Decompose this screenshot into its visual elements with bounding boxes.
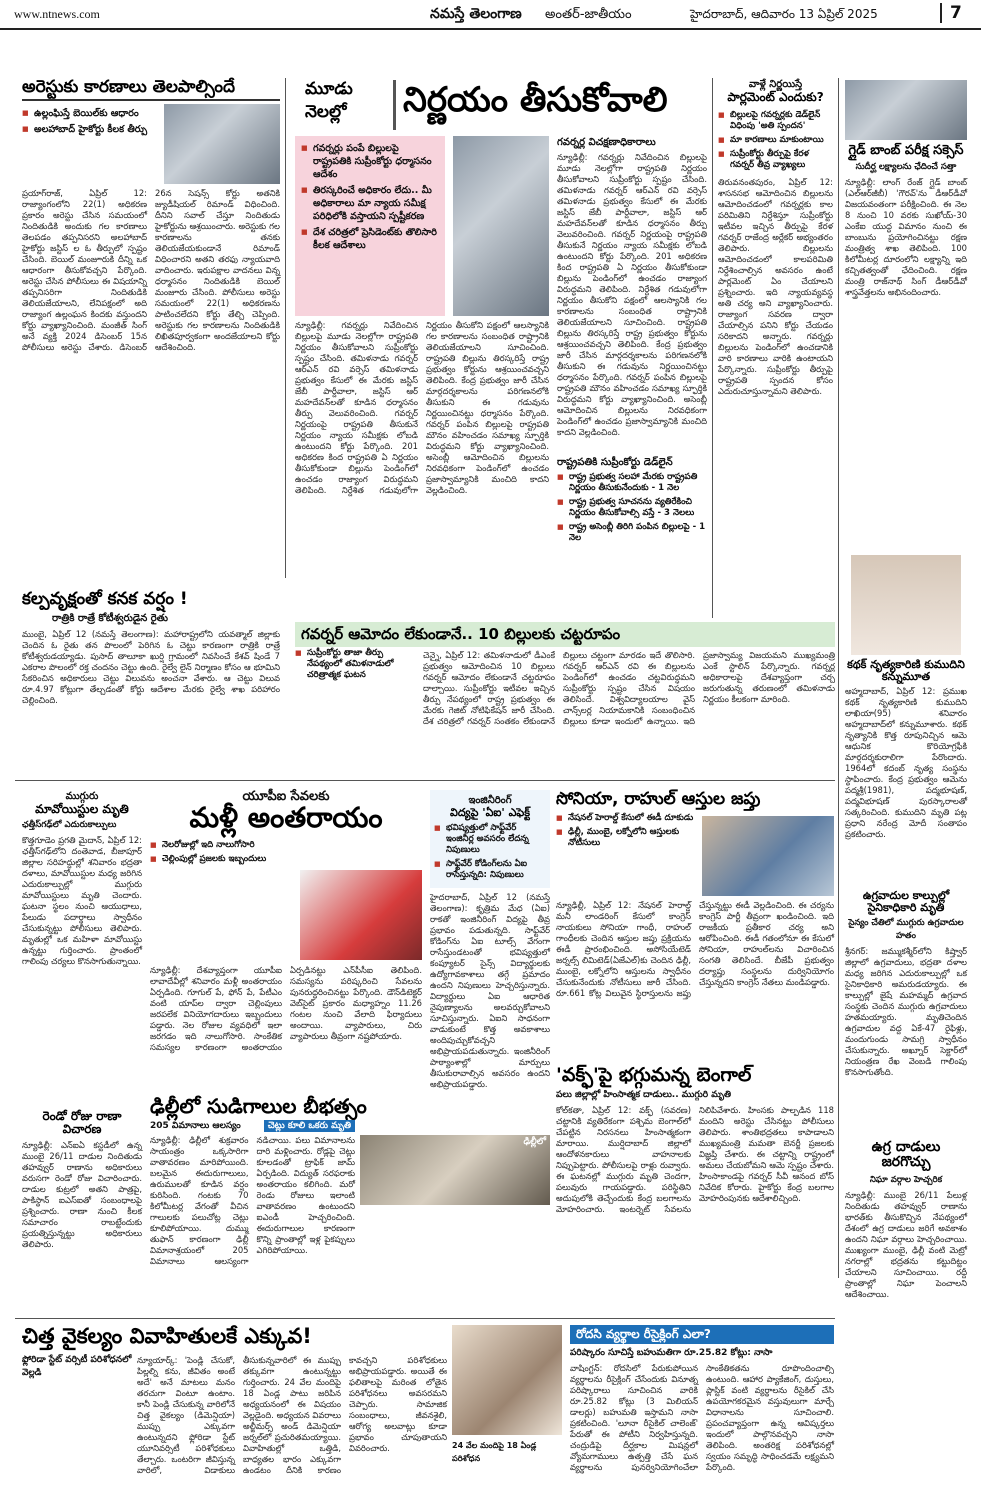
- maoists-kicker: ముగ్గురు: [65, 791, 99, 802]
- rana-headline: రెండో రోజు రాణా విచారణ: [42, 1109, 122, 1137]
- mental-headline: చిత్త వైకల్యం వివాహితులకే ఎక్కువ!: [22, 1324, 312, 1348]
- terror-subhead: నిఘా వర్గాల హెచ్చరిక: [869, 1174, 943, 1185]
- sc-bullet: ■ తిరస్కరించే అధికారం లేదు.. మీ అధికారాలు మా న్యాయ సమీక్ష పరిధిలోకి వస్తాయని స్పష్టీకరణ: [301, 184, 439, 223]
- governor-body: చెన్నై, ఏప్రిల్ 12: తమిళనాడులో డీఎంకే ప్రభుత్వం ఆమోదించిన 10 బిల్లులు గవర్నర్ ఆమోదం లేకుండానే చట్టరూపం దాల్చాయి. సుప్రీంకోర్టు ఇటీవల ఇచ్చిన తీర్పు నేపథ్యంలో రాష్ట్ర ప్రభుత్వం ఈ మేరకు గెజిట్ నోటిఫికేషన్ జారీ చేసింది. దేశ చరిత్రలో గవర్నర్ సంతకం లేకుండానే బిల్లులు చట్టంగా మారడం ఇదే తొలిసారి. గవర్నర్ ఆర్‌ఎన్ రవి ఈ బిల్లులను పెండింగ్‌లో ఉంచడం చట్టవిరుద్ధమని సుప్రీంకోర్టు స్పష్టం చేసిన విషయం తెలిసిందే. విశ్వవిద్యాలయాల వైస్ చాన్స్‌లర్ల నియామకానికి సంబంధించిన బిల్లులు కూడా ఇందులో ఉన్నాయి. ఇది ప్రజాస్వామ్య విజయమని ముఖ్యమంత్రి ఎంకే స్టాలిన్ పేర్కొన్నారు. గవర్నర్ల అధికారాలపై దేశవ్యాప్తంగా చర్చ జరుగుతున్న తరుణంలో తమిళనాడు నిర్ణయం కీలకంగా మారింది.: [423, 650, 835, 726]
- sc-decision-item: ■ రాష్ట్ర అసెంబ్లీ తిరిగి పంపిన బిల్లులపై - 1 నెల: [557, 522, 707, 544]
- upi-body: న్యూఢిల్లీ: దేశవ్యాప్తంగా యూపీఐ లావాదేవీల్లో శనివారం మళ్లీ అంతరాయం ఏర్పడింది. గూగుల్ పే, ఫోన్ పే, పేటీఎం వంటి యాప్‌ల ద్వారా చెల్లింపులు జరపలేక వినియోగదారులు ఇబ్బందులు పడ్డారు. నెల రోజుల వ్యవధిలో ఇలా జరగడం ఇది నాలుగోసారి. సాంకేతిక సమస్యల కారణంగా అంతరాయం ఏర్పడినట్టు ఎన్‌పీసీఐ తెలిపింది. సమస్యను పరిష్కరించి సేవలను పునరుద్ధరించినట్టు పేర్కొంది. డౌన్‌డిటెక్టర్ వెబ్‌సైట్ ప్రకారం మధ్యాహ్నం 11.26 గంటల నుంచి వేలాది ఫిర్యాదులు అందాయి. వ్యాపారులు, చిరు వ్యాపారులు తీవ్రంగా నష్టపోయారు.: [150, 965, 422, 1052]
- sc-bullet: ■ దేశ చరిత్రలో ప్రెసిడెంట్‌కు తొలిసారి కీలక ఆదేశాలు: [301, 226, 439, 252]
- upi-headline: మళ్లీ అంతరాయం: [189, 801, 383, 834]
- engineering-bullet: ■ సాఫ్ట్‌వేర్ కోడింగ్‌లను ఏఐ రాసేస్తున్నది: నిపుణులు: [434, 859, 546, 881]
- engineering-bullet: ■ భవిష్యత్తులో సాఫ్ట్‌వేర్ ఇంజినీర్ల అవసరం లేదన్న నిపుణులు: [434, 823, 546, 856]
- sonia-bullet: ■ నేషనల్ హెరాల్డ్ కేసులో ఈడీ దూకుడు: [556, 813, 696, 824]
- sc-body: న్యూఢిల్లీ: గవర్నర్లు నివేదించిన బిల్లులపై మూడు నెలల్లోగా రాష్ట్రపతి నిర్ణయం తీసుకోవాలని సుప్రీంకోర్టు స్పష్టం చేసింది. తమిళనాడు గవర్నర్ ఆర్‌ఎన్ రవి వర్సెస్ తమిళనాడు ప్రభుత్వం కేసులో ఈ మేరకు జస్టిస్ జేబీ పార్దీవాలా, జస్టిస్ ఆర్ మహదేవన్‌లతో కూడిన ధర్మాసనం తీర్పు వెలువరించింది. గవర్నర్ నిర్ణయంపై రాష్ట్రపతి తీసుకునే నిర్ణయం న్యాయ సమీక్షకు లోబడి ఉంటుందని కోర్టు పేర్కొంది. 201 అధికరణ కింద రాష్ట్రపతి ఏ నిర్ణయం తీసుకోకుండా బిల్లును పెండింగ్‌లో ఉంచడం రాజ్యాంగ విరుద్ధమని తెలిపింది. నిర్దేశిత గడువులోగా నిర్ణయం తీసుకోని పక్షంలో ఆలస్యానికి గల కారణాలను సంబంధిత రాష్ట్రానికి తెలియజేయాలని సూచించింది. రాష్ట్రపతి బిల్లును తిరస్కరిస్తే రాష్ట్ర ప్రభుత్వం కోర్టును ఆశ్రయించవచ్చని తెలిపింది. కేంద్ర ప్రభుత్వం జారీ చేసిన మార్గదర్శకాలను పరిగణనలోకి తీసుకుని ఈ గడువును నిర్ణయించినట్టు ధర్మాసనం పేర్కొంది. గవర్నర్ పంపిన బిల్లులపై రాష్ట్రపతి మౌనం వహించడం సమాఖ్య స్ఫూర్తికి విరుద్ధమని కోర్టు వ్యాఖ్యానించింది. అసెంబ్లీ ఆమోదించిన బిల్లులను నిరవధికంగా పెండింగ్‌లో ఉంచడం ప్రజాస్వామ్యానికి మంచిది కాదని వెల్లడించింది.: [295, 320, 549, 495]
- terror-body: న్యూఢిల్లీ: ముంబై 26/11 పేలుళ్ల నిందితుడు తహవ్వుర్ రాణాను భారత్‌కు తీసుకొచ్చిన నేపథ్యంలో దేశంలో ఉగ్ర దాడులు జరిగే అవకాశం ఉందని నిఘా వర్గాలు హెచ్చరించాయి. ముఖ్యంగా ముంబై, ఢిల్లీ వంటి మెట్రో నగరాల్లో భద్రతను కట్టుదిట్టం చేయాలని సూచించాయి. రద్దీ ప్రాంతాల్లో నిఘా పెంచాలని ఆదేశించాయి.: [845, 1189, 967, 1299]
- delhi-storm-photo: [360, 1135, 550, 1205]
- engineering-header: [430, 790, 550, 888]
- sc-kicker: [305, 80, 395, 135]
- sc-inline-subhead: గవర్నర్ల విచక్షణాధికారాలు: [557, 137, 656, 148]
- kumudini-body: అహ్మదాబాద్, ఏప్రిల్ 12: ప్రముఖ కథక్ నృత్యకారిణి కుముదిని లాఖియా(95) శనివారం అహ్మదాబాద్‌లో కన్నుమూశారు. కథక్ నృత్యానికి కొత్త రూపునిచ్చిన ఆమె ఆధునిక కొరియోగ్రఫీకి మార్గదర్శకురాలిగా పేరొందారు. 1964లో కదంబ్ నృత్య సంస్థను స్థాపించారు. కేంద్ర ప్రభుత్వం ఆమెను పద్మశ్రీ(1981), పద్మభూషణ్, పద్మవిభూషణ్ పురస్కారాలతో సత్కరించింది. కుముదిని మృతి పట్ల ప్రధాని నరేంద్ర మోదీ సంతాపం ప్రకటించారు.: [845, 686, 967, 840]
- kalpavruksham-headline: కల్పవృక్షంతో కనక వర్షం !: [22, 589, 188, 609]
- maoists-subhead: ఛత్తీస్‌గఢ్‌లో ఎదురుకాల్పులు: [22, 820, 117, 831]
- mental-subhead: ఫ్లోరిడా స్టేట్ వర్సిటీ పరిశోధనలో వెల్లడి: [22, 1355, 132, 1379]
- terror-headline: ఉగ్ర దాడులు జరగొచ్చు: [871, 1139, 941, 1171]
- sonia-article: [556, 790, 834, 1060]
- mental-article: [22, 1325, 562, 1495]
- roads-subhead: పరిష్కారం సూచిస్తే బహుమతిగా రూ.25.82 కోట్లు: నాసా: [570, 1348, 773, 1359]
- mental-body: న్యూయార్క్: 'పెండ్లి చేసుకో, పిల్లల్ని కను, జీవితం అంటే అదే' అనే మాటలు మనం తరచుగా వింటూ ఉంటాం. కానీ పెండ్లి చేసుకున్న వారిలోనే చిత్త వైకల్యం (డిమెన్షియా) ముప్పు ఎక్కువగా ఉంటున్నదని ఫ్లోరిడా స్టేట్ యూనివర్సిటీ పరిశోధకులు తేల్చారు. ఒంటరిగా జీవిస్తున్న వారిలో, విడాకులు తీసుకున్నవారిలో ఈ ముప్పు తక్కువగా ఉంటున్నట్టు గుర్తించారు. 24 వేల మందిపై 18 ఏండ్ల పాటు జరిపిన అధ్యయనంలో ఈ విషయం వెల్లడైంది. అధ్యయన వివరాలు అల్జీమర్స్ అండ్ డిమెన్షియా జర్నల్‌లో ప్రచురితమయ్యాయి. వివాహితుల్లో ఒత్తిడి, బాధ్యతల భారం ఎక్కువగా ఉండటం దీనికి కారణం కావచ్చని పరిశోధకులు అభిప్రాయపడ్డారు. అయితే ఈ ఫలితాలపై మరింత లోతైన పరిశోధనలు అవసరమని చెప్పారు. సామాజిక సంబంధాలు, జీవనశైలి, ఆరోగ్య అలవాట్లు కూడా ప్రభావం చూపుతాయని వివరించారు.: [137, 1355, 447, 1475]
- engineering-headline: విద్యపై 'ఏఐ' ఎఫెక్ట్: [450, 806, 530, 819]
- mental-photo-caption: 24 వేల మందిపై 18 ఏండ్ల పరిశోధన: [452, 1441, 537, 1463]
- bomb-headline: గ్లైడ్ బాంబ్ పరీక్ష సక్సెస్: [848, 143, 964, 158]
- kalpavruksham-article: [22, 590, 280, 730]
- upi-bullet: ■ చెల్లింపుల్లో ప్రజలకు ఇబ్బందులు: [150, 854, 300, 865]
- masthead: [0, 0, 981, 30]
- sc-decision-subhead: రాష్ట్రపతికి సుప్రీంకోర్టు డెడ్‌లైన్: [557, 457, 673, 468]
- kashmir-article: [845, 890, 967, 1110]
- governor-bullet: ■ సుప్రీంకోర్టు తాజా తీర్పు నేపథ్యంలో తమిళనాడులో చరిత్రాత్మక ఘటన: [295, 648, 415, 681]
- bomb-subhead: సుదీర్ఘ లక్ష్యాలను ఛేదించే సత్తా: [855, 162, 957, 173]
- parliament-headline: పార్లమెంట్ ఎందుకు?: [727, 90, 824, 104]
- roads-article: [570, 1325, 834, 1495]
- sc-highlights: [295, 136, 445, 316]
- sonia-rahul-photo: [702, 816, 834, 896]
- parliament-bullet: ■ మా కారణాలు మాకుంటాయి: [718, 135, 833, 146]
- parliament-body: తిరువనంతపురం, ఏప్రిల్ 12: శాసనసభ ఆమోదించిన బిల్లులను ఆమోదించడంలో గవర్నర్లకు కాల పరిమితిని నిర్దేశిస్తూ సుప్రీంకోర్టు ఇటీవల ఇచ్చిన తీర్పుపై కేరళ గవర్నర్ రాజేంద్ర అర్లేకర్ అభ్యంతరం తెలిపారు. బిల్లులను ఆమోదించడంలో కాలపరిమితి నిర్దేశించాల్సిన అవసరం ఉంటే పార్లమెంట్ ఏం చేయాలని ప్రశ్నించారు. ఇది న్యాయవ్యవస్థ అతి చర్య అని వ్యాఖ్యానించారు. రాజ్యాంగ సవరణ ద్వారా చేయాల్సిన పనిని కోర్టు చేయడం సరికాదని అన్నారు. గవర్నర్లు బిల్లులను పెండింగ్‌లో ఉంచడానికి వారి కారణాలు వారికి ఉంటాయని పేర్కొన్నారు. సుప్రీంకోర్టు తీర్పుపై రాష్ట్రపతి స్పందన కోసం ఎదురుచూస్తున్నామని తెలిపారు.: [718, 177, 833, 397]
- sc-body-continued: న్యూఢిల్లీ: గవర్నర్లు నివేదించిన బిల్లులపై మూడు నెలల్లోగా రాష్ట్రపతి నిర్ణయం తీసుకోవాలని సుప్రీంకోర్టు స్పష్టం చేసింది. తమిళనాడు గవర్నర్ ఆర్‌ఎన్ రవి వర్సెస్ తమిళనాడు ప్రభుత్వం కేసులో ఈ మేరకు జస్టిస్ జేబీ పార్దీవాలా, జస్టిస్ ఆర్ మహదేవన్‌లతో కూడిన ధర్మాసనం తీర్పు వెలువరించింది. గవర్నర్ నిర్ణయంపై రాష్ట్రపతి తీసుకునే నిర్ణయం న్యాయ సమీక్షకు లోబడి ఉంటుందని కోర్టు పేర్కొంది. 201 అధికరణ కింద రాష్ట్రపతి ఏ నిర్ణయం తీసుకోకుండా బిల్లును పెండింగ్‌లో ఉంచడం రాజ్యాంగ విరుద్ధమని తెలిపింది. నిర్దేశిత గడువులోగా నిర్ణయం తీసుకోని పక్షంలో ఆలస్యానికి గల కారణాలను సంబంధిత రాష్ట్రానికి తెలియజేయాలని సూచించింది. రాష్ట్రపతి బిల్లును తిరస్కరిస్తే రాష్ట్ర ప్రభుత్వం కోర్టును ఆశ్రయించవచ్చని తెలిపింది. కేంద్ర ప్రభుత్వం జారీ చేసిన మార్గదర్శకాలను పరిగణనలోకి తీసుకుని ఈ గడువును నిర్ణయించినట్టు ధర్మాసనం పేర్కొంది. గవర్నర్ పంపిన బిల్లులపై రాష్ట్రపతి మౌనం వహించడం సమాఖ్య స్ఫూర్తికి విరుద్ధమని కోర్టు వ్యాఖ్యానించింది. అసెంబ్లీ ఆమోదించిన బిల్లులను నిరవధికంగా పెండింగ్‌లో ఉంచడం ప్రజాస్వామ్యానికి మంచిది కాదని వెల్లడించింది.: [557, 152, 707, 437]
- court-building-photo: [164, 104, 280, 184]
- page-number: 7: [940, 3, 962, 23]
- engineering-article: [430, 790, 550, 1090]
- sc-headline: నిర్ణయం తీసుకోవాలి: [403, 80, 668, 120]
- kalpavruksham-subhead: రాత్రికి రాత్రే కోటీశ్వరుడైన రైతు: [52, 612, 168, 624]
- row-divider: [15, 780, 835, 781]
- bomb-article: [845, 80, 967, 500]
- waqf-headline: 'వక్ఫ్'పై భగ్గుమన్న బెంగాల్: [556, 1064, 752, 1086]
- column-divider: [712, 78, 713, 618]
- delhi-article: [150, 1095, 550, 1315]
- parliament-bullet: ■ బిల్లులపై గవర్నర్లకు డెడ్‌లైన్ విధింపు 'అతి స్పందన': [718, 110, 833, 132]
- terror-article: [845, 1140, 967, 1490]
- upi-bullet: ■ నెలరోజుల్లో ఇది నాలుగోసారి: [150, 840, 300, 851]
- rana-article: [22, 1110, 142, 1300]
- arrest-article: [22, 78, 280, 578]
- kumudini-headline: కథక్ నృత్యకారిణి కుముదిని కన్నుమూత: [847, 658, 965, 684]
- sc-right-column: [557, 136, 707, 620]
- engineering-body: హైదరాబాద్, ఏప్రిల్ 12 (నమస్తే తెలంగాణ): కృత్రిమ మేధ (ఏఐ) రాకతో ఇంజినీరింగ్ విద్యపై తీవ్ర ప్రభావం పడుతున్నది. సాఫ్ట్‌వేర్ కోడింగ్‌ను ఏఐ టూల్స్ వేగంగా రాసేస్తుండటంతో భవిష్యత్తులో కంప్యూటర్ సైన్స్ విద్యార్థులకు ఉద్యోగావకాశాలు తగ్గే ప్రమాదం ఉందని నిపుణులు హెచ్చరిస్తున్నారు. విద్యార్థులు ఏఐ ఆధారిత నైపుణ్యాలను అలవర్చుకోవాలని సూచిస్తున్నారు. ఏఐని సాధనంగా వాడుకుంటే కొత్త అవకాశాలు అందిపుచ్చుకోవచ్చని అభిప్రాయపడుతున్నారు. ఇంజినీరింగ్ పాఠ్యాంశాల్లో మార్పులు తీసుకురావాల్సిన అవసరం ఉందని అభిప్రాయపడ్డారు.: [430, 892, 550, 1090]
- arrest-bullet: ■ ఉల్లంఘిస్తే బెయిల్‌కు ఆధారం: [22, 107, 152, 120]
- roads-headline: రోదసి వ్యర్థాల రీసైక్లింగ్ ఎలా?: [570, 1325, 834, 1344]
- kashmir-body: శ్రీనగర్: జమ్ముకశ్మీర్‌లోని కిష్త్వార్ జిల్లాలో ఉగ్రవాదులు, భద్రతా దళాల మధ్య జరిగిన ఎదురుకాల్పుల్లో ఒక సైనికాధికారి అమరుడయ్యారు. ఈ కాల్పుల్లో జైషే మహమ్మద్ ఉగ్రవాద సంస్థకు చెందిన ముగ్గురు ఉగ్రవాదులు హతమయ్యారు. మృతిచెందిన ఉగ్రవాదుల వద్ద ఏకే-47 రైఫిళ్లు, మందుగుండు సామగ్రి స్వాధీనం చేసుకున్నారు. అఖ్నూర్ సెక్టార్‌లో నియంత్రణ రేఖ వెంబడి గాలింపు కొనసాగుతోంది.: [845, 946, 967, 1078]
- sc-kicker-bottom: నెలల్లో: [305, 101, 347, 122]
- section-name: అంతర్-జాతీయం: [545, 7, 632, 22]
- sc-article: [295, 80, 707, 620]
- kumudini-portrait: [851, 555, 961, 655]
- glide-bomb-photo: [845, 80, 967, 140]
- governor-article: [295, 622, 835, 772]
- paper-name: నమస్తే తెలంగాణ: [430, 6, 522, 22]
- maoists-body: కొత్తగూడెం ప్రగతి మైదాన్, ఏప్రిల్ 12: ఛత్తీస్‌గఢ్‌లోని దంతెవాడ, బీజాపూర్ జిల్లాల సరిహద్దుల్లో శనివారం భద్రతా దళాలు, మావోయిస్టుల మధ్య జరిగిన ఎదురుకాల్పుల్లో ముగ్గురు మావోయిస్టులు మృతి చెందారు. ఘటనా స్థలం నుంచి ఆయుధాలు, పేలుడు పదార్థాలు స్వాధీనం చేసుకున్నట్టు పోలీసులు తెలిపారు. మృతుల్లో ఒక మహిళా మావోయిస్టు ఉన్నట్టు గుర్తించారు. ప్రాంతంలో గాలింపు చర్యలు కొనసాగుతున్నాయి.: [22, 835, 142, 967]
- bomb-body: న్యూఢిల్లీ: లాంగ్ రేంజ్ గ్లైడ్ బాంబ్ (ఎల్‌ఆర్‌జీబీ) 'గౌరవ్'ను డీఆర్‌డీవో విజయవంతంగా పరీక్షించింది. ఈ నెల 8 నుంచి 10 వరకు సుఖోయ్-30 ఎంకేఐ యుద్ధ విమానం నుంచి ఈ బాంబును ప్రయోగించినట్టు రక్షణ మంత్రిత్వ శాఖ తెలిపింది. 100 కిలోమీటర్ల దూరంలోని లక్ష్యాన్ని ఇది కచ్చితత్వంతో ఛేదించింది. రక్షణ మంత్రి రాజ్‌నాథ్ సింగ్ డీఆర్‌డీవో శాస్త్రవేత్తలను అభినందించారు.: [845, 177, 967, 298]
- kashmir-subhead: సైన్యం చేతిలో ముగ్గురు ఉగ్రవాదుల హతం: [848, 918, 964, 942]
- supreme-court-photo: [453, 136, 549, 316]
- delhi-headline: ఢిల్లీలో సుడిగాలుల బీభత్సం: [150, 1094, 367, 1118]
- arrest-body: ప్రయాగ్‌రాజ్, ఏప్రిల్ 12: రాజ్యాంగంలోని 22(1) అధికరణ ప్రకారం అరెస్టు చేసిన సమయంలో నిందితుడికి అందుకు గల కారణాలు తెలపడం తప్పనిసరని అలహాబాద్ హైకోర్టు జస్టిస్ ల ఓ తీర్పులో స్పష్టం చేసింది. బెయిల్ మంజూరుకి దీన్ని ఒక ఆధారంగా తీసుకోవచ్చని పేర్కొంది. అరెస్టు చేసిన పోలీసులు ఈ విషయాన్ని తప్పనిసరిగా నిందితుడికి తెలియజేయాలని, లేనిపక్షంలో అది రాజ్యాంగ ఉల్లంఘన కిందకు వస్తుందని కోర్టు వ్యాఖ్యానించింది. మంజీత్ సింగ్ అనే వ్యక్తి 2024 డిసెంబర్ 15న పోలీసులు అరెస్టు చేశారు. డిసెంబర్ 26న సెషన్స్ కోర్టు అతనికి జ్యుడీషియల్ రిమాండ్ విధించింది. దీనిని సవాల్ చేస్తూ నిందితుడు హైకోర్టును ఆశ్రయించారు. అరెస్టుకు గల కారణాలను తనకు తెలియజేయకుండానే రిమాండ్ విధించారని అతని తరఫు న్యాయవాది వాదించారు. ఇరుపక్షాల వాదనలు విన్న ధర్మాసనం నిందితుడికి బెయిల్ మంజూరు చేసింది. పోలీసులు అరెస్టు సమయంలో 22(1) అధికరణను పాటించలేదని కోర్టు తేల్చి చెప్పింది. అరెస్టుకు గల కారణాలను నిందితుడికి లిఖితపూర్వకంగా అందజేయాలని కోర్టు ఆదేశించింది.: [22, 188, 280, 352]
- issue-date: హైదరాబాద్, ఆదివారం 13 ఏప్రిల్ 2025: [690, 7, 878, 21]
- woman-photo: [452, 1325, 562, 1435]
- governor-headline: గవర్నర్ ఆమోదం లేకుండానే.. 10 బిల్లులకు చట్టరూపం: [295, 622, 835, 647]
- arrest-bullet: ■ అలహాబాద్ హైకోర్టు కీలక తీర్పు: [22, 123, 152, 136]
- waqf-article: [556, 1065, 834, 1315]
- kumudini-article: [845, 555, 967, 885]
- column-divider: [285, 78, 286, 578]
- sonia-bullet: ■ ఢిల్లీ, ముంబై, లక్నోలోని ఆస్తులకు నోటీసులు: [556, 827, 696, 849]
- rana-body: న్యూఢిల్లీ: ఎన్‌ఐఏ కస్టడీలో ఉన్న ముంబై 26/11 దాడుల నిందితుడు తహవ్వుర్ రాణాను అధికారులు వరుసగా రెండో రోజు విచారించారు. దాడుల కుట్రలో అతని పాత్రపై, పాకిస్థాన్ ఐఎస్‌ఐతో సంబంధాలపై ప్రశ్నించారు. రాణా నుంచి కీలక సమాచారం రాబట్టేందుకు ప్రయత్నిస్తున్నట్టు అధికారులు తెలిపారు.: [22, 1140, 142, 1250]
- sonia-headline: సోనియా, రాహుల్ ఆస్తుల జప్తు: [556, 789, 761, 809]
- arrest-headline: అరెస్టుకు కారణాలు తెలపాల్సిందే: [22, 78, 280, 101]
- roads-body: వాషింగ్టన్: రోదసిలో పేరుకుపోయిన వ్యర్థాలను రీసైక్లింగ్ చేసేందుకు వినూత్న పరిష్కారాలు సూచించిన వారికి రూ.25.82 కోట్లు (3 మిలియన్ డాలర్లు) బహుమతి ఇస్తామని నాసా ప్రకటించింది. 'లూనా రీసైకిల్ చాలెంజ్' పేరుతో ఈ పోటీని నిర్వహిస్తున్నది. చంద్రుడిపై దీర్ఘకాల మిషన్లలో వ్యోమగాములు ఉత్పత్తి చేసే ఘన వ్యర్థాలను పునర్వినియోగించేలా సాంకేతికతను రూపొందించాల్సి ఉంటుంది. ఆహార ప్యాకేజింగ్, దుస్తులు, ప్లాస్టిక్ వంటి వ్యర్థాలను రీసైకిల్ చేసి ఉపయోగకరమైన వస్తువులుగా మార్చే విధానాలను సూచించాలి. ప్రపంచవ్యాప్తంగా ఉన్న ఆవిష్కర్తలు ఇందులో పాల్గొనవచ్చని నాసా తెలిపింది. అంతరిక్ష పరిశోధనల్లో స్వయం సమృద్ధి సాధించడమే లక్ష్యమని పేర్కొంది.: [570, 1363, 834, 1473]
- kicker-divider: [393, 80, 396, 130]
- sonia-body: న్యూఢిల్లీ, ఏప్రిల్ 12: నేషనల్ హెరాల్డ్ మనీ లాండరింగ్ కేసులో కాంగ్రెస్ నాయకులు సోనియా గాంధీ, రాహుల్ గాంధీలకు చెందిన ఆస్తుల జప్తు ప్రక్రియను ఈడీ ప్రారంభించింది. అసోసియేటెడ్ జర్నల్స్ లిమిటెడ్(ఏజేఎల్)కు చెందిన ఢిల్లీ, ముంబై, లక్నోలోని ఆస్తులను స్వాధీనం చేసుకునేందుకు నోటీసులు జారీ చేసింది. రూ.661 కోట్ల విలువైన స్థిరాస్తులను జప్తు చేస్తున్నట్టు ఈడీ వెల్లడించింది. ఈ చర్యను కాంగ్రెస్ పార్టీ తీవ్రంగా ఖండించింది. ఇది రాజకీయ ప్రతీకార చర్య అని ఆరోపించింది. ఈడీ గతంలోనూ ఈ కేసులో సోనియా, రాహుల్‌లను విచారించిన సంగతి తెలిసిందే. బీజేపీ ప్రభుత్వం దర్యాప్తు సంస్థలను దుర్వినియోగం చేస్తున్నదని కాంగ్రెస్ నేతలు మండిపడ్డారు.: [556, 900, 834, 998]
- delhi-body: న్యూఢిల్లీ: ఢిల్లీలో శుక్రవారం సాయంత్రం ఒక్కసారిగా వాతావరణం మారిపోయింది. బలమైన ఈదురుగాలులు, ఉరుములతో కూడిన వర్షం కురిసింది. గంటకు 70 కిలోమీటర్ల వేగంతో వీచిన గాలులకు పలుచోట్ల చెట్లు కూలిపోయాయి. దుమ్ము తుఫాన్ కారణంగా ఢిల్లీ విమానాశ్రయంలో 205 విమానాలు ఆలస్యంగా నడిచాయి. పలు విమానాలను దారి మళ్లించారు. రోడ్లపై చెట్లు కూలడంతో ట్రాఫిక్ జామ్ ఏర్పడింది. విద్యుత్ సరఫరాకు అంతరాయం కలిగింది. మరో రెండు రోజులు ఇలాంటి వాతావరణం ఉంటుందని ఐఎండీ హెచ్చరించింది. ఈదురుగాలుల కారణంగా కొన్ని ప్రాంతాల్లో ఇళ్ల పైకప్పులు ఎగిరిపోయాయి.: [150, 1135, 355, 1266]
- engineering-kicker: ఇంజినీరింగ్: [468, 795, 512, 806]
- sc-decision-item: ■ రాష్ట్ర ప్రభుత్వ సలహా మేరకు రాష్ట్రపతి నిర్ణయం తీసుకునేందుకు - 1 నెల: [557, 472, 707, 494]
- waqf-subhead: పలు జిల్లాల్లో హింసాత్మక దాడులు.. ముగ్గురి మృతి: [556, 1089, 732, 1100]
- row-divider: [15, 1318, 835, 1319]
- waqf-body: కోల్‌కతా, ఏప్రిల్ 12: వక్ఫ్ (సవరణ) చట్టానికి వ్యతిరేకంగా పశ్చిమ బెంగాల్‌లో చేపట్టిన నిరసనలు హింసాత్మకంగా మారాయి. ముర్షిదాబాద్ జిల్లాలో ఆందోళనకారులు వాహనాలకు నిప్పుపెట్టారు. పోలీసులపై రాళ్లు రువ్వారు. ఈ ఘటనల్లో ముగ్గురు మృతి చెందగా, పలువురు గాయపడ్డారు. పరిస్థితిని అదుపులోకి తెచ్చేందుకు కేంద్ర బలగాలను మోహరించారు. ఇంటర్నెట్ సేవలను నిలిపివేశారు. హింసకు పాల్పడిన 118 మందిని అరెస్టు చేసినట్టు పోలీసులు తెలిపారు. శాంతిభద్రతలు కాపాడాలని ముఖ్యమంత్రి మమతా బెనర్జీ ప్రజలకు విజ్ఞప్తి చేశారు. ఈ చట్టాన్ని రాష్ట్రంలో అమలు చేయబోమని ఆమె స్పష్టం చేశారు. హింసాకాండపై గవర్నర్ సీవీ ఆనంద బోస్ నివేదిక కోరారు. హైకోర్టు కేంద్ర బలగాల మోహరింపునకు ఆదేశాలిచ్చింది.: [556, 1104, 834, 1214]
- delhi-bullet: చెట్లు కూలి ఒకరు మృతి: [264, 1120, 355, 1132]
- column-divider: [838, 78, 839, 1278]
- parliament-bullet: ■ సుప్రీంకోర్టు తీర్పుపై కేరళ గవర్నర్ తీవ్ర వ్యాఖ్యలు: [718, 149, 833, 171]
- maoists-headline: మావోయిస్టుల మృతి: [35, 802, 129, 816]
- parliament-kicker: వాళ్లే నిర్ణయిస్తే: [748, 79, 803, 90]
- kashmir-headline: ఉగ్రవాదుల కాల్పుల్లో సైనికాధికారి మృతి: [862, 889, 950, 915]
- sc-decision-item: ■ రాష్ట్ర ప్రభుత్వ సూచనను వ్యతిరేకించి నిర్ణయం తీసుకోవాల్సి వస్తే - 3 నెలలు: [557, 497, 707, 519]
- upi-phone-photo: [300, 870, 422, 960]
- maoists-article: [22, 790, 142, 1100]
- delhi-photo-label: ఢిల్లీలో: [523, 1137, 546, 1147]
- sc-bullet: ■ గవర్నర్లు పంపే బిల్లులపై రాష్ట్రపతికి సుప్రీంకోర్టు ధర్మాసనం ఆదేశం: [301, 142, 439, 181]
- delhi-bullet: 205 విమానాలు ఆలస్యం: [150, 1121, 241, 1131]
- sc-kicker-top: మూడు: [305, 79, 353, 99]
- upi-kicker: యూపీఐ సేవలకు: [242, 789, 330, 804]
- upi-article: [150, 790, 422, 1090]
- site-url[interactable]: www.ntnews.com: [14, 7, 100, 21]
- kalpavruksham-body: ముంబై, ఏప్రిల్ 12 (నమస్తే తెలంగాణ): మహారాష్ట్రలోని యవత్మాల్ జిల్లాకు చెందిన ఓ రైతు తన పొలంలో పెరిగిన ఓ చెట్టు కారణంగా రాత్రికి రాత్రే కోటీశ్వరుడయ్యాడు. పుసాద్ తాలూకా ఖుర్షి గ్రామంలో నివసించే కేశవ్ షిండే 7 ఎకరాల పొలంలో రక్త చందనం చెట్టు ఉంది. రైల్వే లైన్ నిర్మాణం కోసం ఆ భూమిని సేకరించిన అధికారులు చెట్టు విలువను అంచనా వేశారు. ఆ చెట్టు విలువ రూ.4.97 కోట్లుగా తేల్చడంతో కోర్టు ఆదేశాల మేరకు రైల్వే శాఖ పరిహారం చెల్లించింది.: [22, 628, 280, 705]
